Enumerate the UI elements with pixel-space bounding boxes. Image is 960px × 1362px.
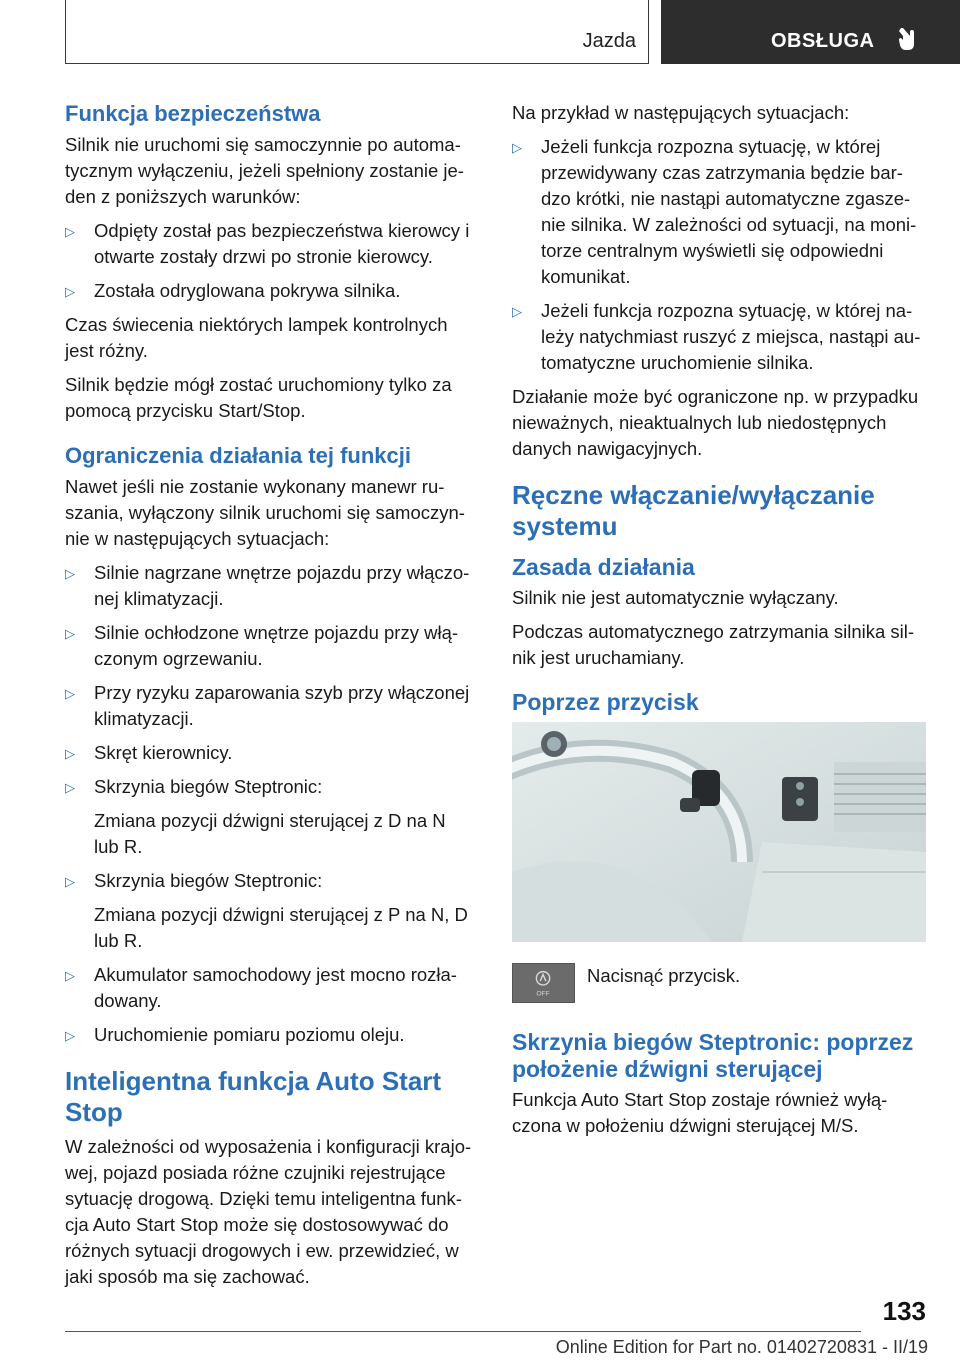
principle-paragraph-2: Podczas automatycznego zatrzymania silnika silnik jest uruchamiany. [512, 621, 915, 668]
footer-divider [65, 1331, 861, 1332]
list-item: ▷ Przy ryzyku zaparowania szyb przy włączonej klimatyzacji. [65, 680, 475, 732]
example-paragraph: Na przykład w następujących sytuacjach: [512, 102, 850, 123]
limits-paragraph: Nawet jeśli nie zostanie wykonany manewr ruszania, wyłączony silnik uruchomi się samoczynnie w następujących sytuacjach: [65, 476, 465, 549]
footer-edition: Online Edition for Part no. 01402720831 - II/19 [555, 1337, 928, 1357]
list-item: ▷ Została odryglowana pokrywa silnika. [65, 278, 475, 304]
list-item: ▷ Skręt kierownicy. [65, 740, 475, 766]
right-column [512, 100, 926, 1147]
smart-heading: Inteligentna funkcja Auto Start Stop [65, 1066, 442, 1127]
list-item: ▷ Jeżeli funkcja rozpozna sytuację, w której przewidywany czas zatrzymania będzie bardzo krótki, nie nastąpi automatyczne zgaszenie silnika. W zależności od sytuacji, na monitorze centralnym wyświetli się odpowiedni komunikat. [512, 134, 926, 290]
auto-start-stop-button-icon [512, 963, 575, 1003]
example-list [512, 134, 926, 376]
list-item: ▷ Uruchomienie pomiaru poziomu oleju. [65, 1022, 475, 1048]
lever-heading: Skrzynia biegów Steptronic: poprzez położenie dźwigni sterującej [512, 1029, 914, 1082]
list-item: ▷ Silnie ochłodzone wnętrze pojazdu przy włączonym ogrzewaniu. [65, 620, 475, 672]
list-item: ▷ Jeżeli funkcja rozpozna sytuację, w której należy natychmiast ruszyć z miejsca, nastąpi automatyczne uruchomienie silnika. [512, 298, 926, 376]
manual-heading: Ręczne włączanie/wyłączanie systemu [512, 480, 875, 541]
header-chapter-box [661, 0, 960, 64]
list-item-subtext: Zmiana pozycji dźwigni sterującej z P na N, D lub R. [94, 904, 468, 951]
left-column [65, 100, 475, 1298]
limit-paragraph: Działanie może być ograniczone np. w przypadku nieważnych, nieaktualnych lub niedostępnych danych nawigacyjnych. [512, 386, 919, 459]
header-section-box [65, 0, 649, 64]
limits-list [65, 560, 475, 1048]
safety-paragraph-1: Silnik nie uruchomi się samoczynnie po automatycznym wyłączeniu, jeżeli spełniony zostanie jeden z poniższych warunków: [65, 134, 464, 207]
dashboard-photo [512, 722, 926, 942]
limits-heading: Ograniczenia działania tej funkcji [65, 443, 411, 468]
header-chapter-title: OBSŁUGA [771, 30, 875, 52]
lever-paragraph: Funkcja Auto Start Stop zostaje również wyłączona w położeniu dźwigni sterującej M/S. [512, 1089, 888, 1136]
principle-paragraph-1: Silnik nie jest automatycznie wyłączany. [512, 587, 839, 608]
list-item: ▷ Odpięty został pas bezpieczeństwa kierowcy i otwarte zostały drzwi po stronie kierowcy. [65, 218, 475, 270]
list-item-text: Skrzynia biegów Steptronic: [94, 870, 323, 891]
header-section-title: Jazda [582, 30, 636, 52]
button-heading: Poprzez przycisk [512, 689, 699, 715]
safety-heading: Funkcja bezpieczeństwa [65, 101, 321, 126]
safety-paragraph-2: Czas świecenia niektórych lampek kontrolnych jest różny. [65, 314, 448, 361]
smart-paragraph: W zależności od wyposażenia i konfiguracji krajowej, pojazd posiada różne czujniki rejestrujące sytuację drogową. Dzięki temu inteligentna funkcja Auto Start Stop może się dostosowywać do różnych sytuacji drogowych i ew. przewidzieć, w jaki sposób ma się zachować. [65, 1136, 472, 1287]
list-item-subtext: Zmiana pozycji dźwigni sterującej z D na N lub R. [94, 810, 446, 857]
press-button-row [512, 963, 926, 1007]
list-item: ▷ Silnie nagrzane wnętrze pojazdu przy włączonej klimatyzacji. [65, 560, 475, 612]
safety-paragraph-3: Silnik będzie mógł zostać uruchomiony tylko za pomocą przycisku Start/Stop. [65, 374, 452, 421]
hand-pointer-icon [897, 26, 921, 52]
list-item: ▷ Akumulator samochodowy jest mocno rozładowany. [65, 962, 475, 1014]
principle-heading: Zasada działania [512, 554, 695, 580]
list-item-steptronic-1 [65, 774, 475, 860]
page-number: 133 [882, 1296, 926, 1326]
safety-list [65, 218, 475, 304]
list-item-text: Skrzynia biegów Steptronic: [94, 776, 323, 797]
list-item-steptronic-2 [65, 868, 475, 954]
button-icon-label: OFF [536, 990, 550, 998]
press-button-text: Nacisnąć przycisk. [587, 965, 741, 986]
